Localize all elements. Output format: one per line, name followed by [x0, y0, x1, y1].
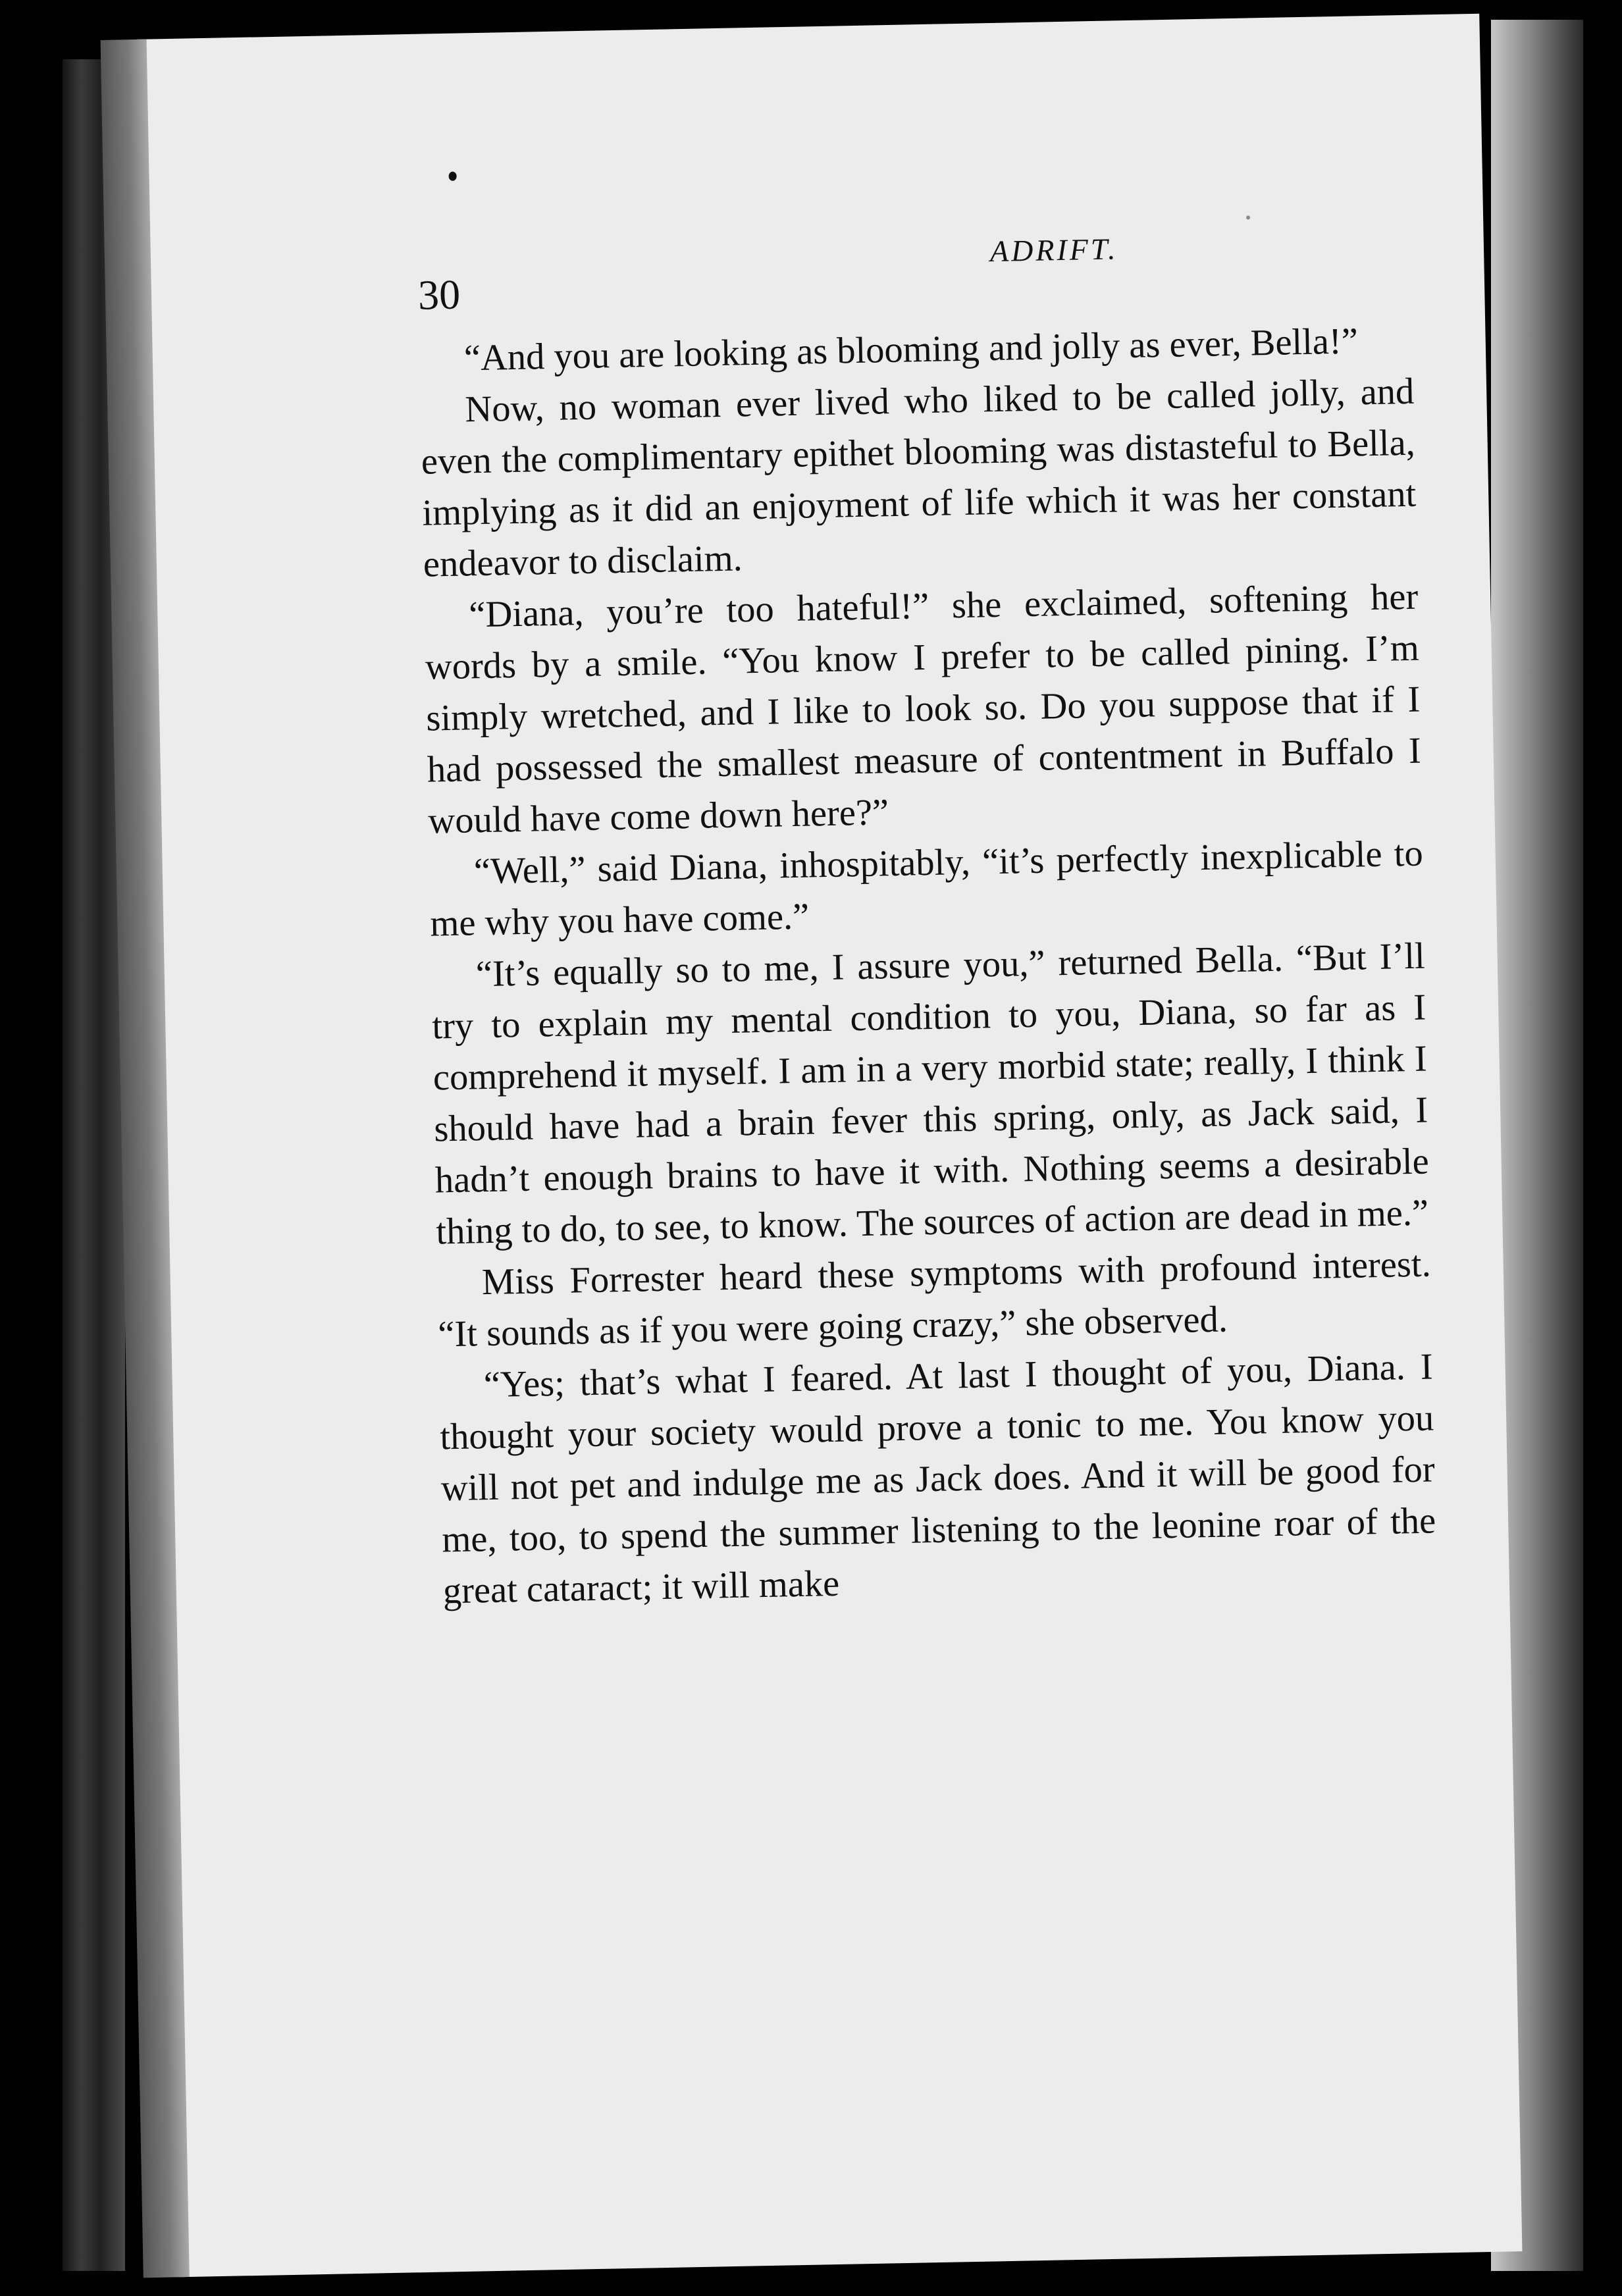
paragraph: “Yes; that’s what I feared. At last I thought of you, Diana. I thought your society would prove a tonic to me. You know you will not pet and indulge me as Jack does. And it will be good for me, too, to spend the summer listening to the leonine roar of the great cataract; it will make: [439, 1346, 1436, 1612]
ink-speck: [448, 172, 456, 181]
paragraph: “Well,” said Diana, inhospitably, “it’s perfectly inexplicable to me why you have come.”: [429, 833, 1424, 945]
paragraph: “Diana, you’re too hateful!” she exclaimed, softening her words by a smile. “You know I prefer to be called pining. I’m simply wretched, and I like to look so. Do you suppose that if I had possessed the smallest measure of contentment in Buffalo I would have come down here?”: [425, 576, 1422, 842]
body-text: [419, 315, 1437, 1617]
page-number: 30: [417, 271, 461, 319]
book-page: [137, 14, 1523, 2278]
running-head: [417, 225, 1446, 317]
paragraph: Miss Forrester heard these symptoms with profound interest. “It sounds as if you were going crazy,” she observed.: [437, 1243, 1432, 1355]
running-title: ADRIFT.: [989, 232, 1118, 269]
paragraph: “And you are looking as blooming and jolly as ever, Bella!”: [463, 321, 1359, 379]
paragraph: “It’s equally so to me, I assure you,” returned Bella. “But I’ll try to explain my mental condition to you, Diana, so far as I comprehend it myself. I am in a very morbid state; really, I think I should have had a brain fever this spring, only, as Jack said, I hadn’t enough brains to have it with. Nothing seems a desirable thing to do, to see, to know. The sources of action are dead in me.”: [431, 935, 1430, 1253]
ink-speck: [1246, 215, 1250, 219]
paragraph: Now, no woman ever lived who liked to be called jolly, and even the complimentary epithet blooming was distasteful to Bella, implying as it did an enjoyment of life which it was her constant endeavor to disclaim.: [421, 371, 1417, 585]
